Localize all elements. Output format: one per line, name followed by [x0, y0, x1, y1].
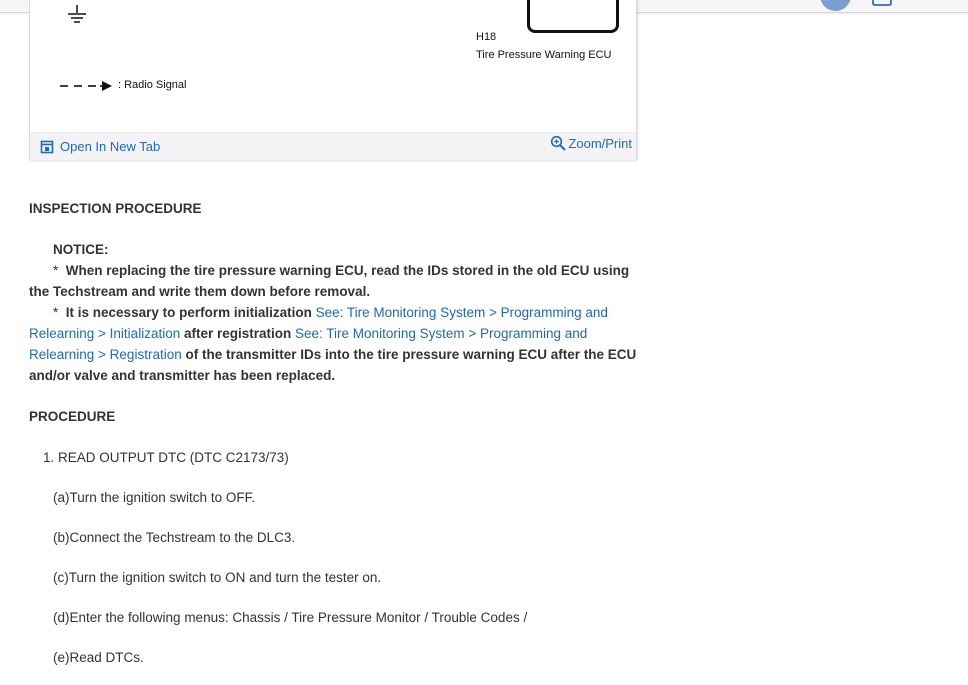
bullet: *	[53, 305, 59, 320]
notice-item-1	[29, 260, 641, 302]
inspection-procedure-heading: INSPECTION PROCEDURE	[29, 201, 202, 216]
wiring-diagram	[30, 0, 636, 132]
registration-link[interactable]: See: Tire Monitoring System > Programming and Relearning > Registration	[29, 326, 588, 362]
legend-radio-signal: : Radio Signal	[118, 79, 187, 91]
open-in-new-tab-link[interactable]	[40, 139, 160, 154]
zoom-print-label: Zoom/Print	[568, 136, 632, 151]
procedure-substep-a: (a)Turn the ignition switch to OFF.	[53, 490, 256, 505]
ground-icon	[66, 5, 88, 25]
procedure-substep-d: (d)Enter the following menus: Chassis / Tire Pressure Monitor / Trouble Codes /	[53, 610, 528, 625]
diagram-toolbar	[30, 132, 636, 160]
open-new-tab-icon	[40, 140, 54, 154]
initialization-link[interactable]: See: Tire Monitoring System > Programming and Relearning > Initialization	[29, 305, 608, 341]
ecu-name: Tire Pressure Warning ECU	[476, 49, 612, 61]
procedure-substep-e: (e)Read DTCs.	[53, 650, 144, 665]
main-content	[29, 198, 641, 668]
procedure-step-1: 1. READ OUTPUT DTC (DTC C2173/73)	[43, 450, 289, 465]
procedure-heading: PROCEDURE	[29, 409, 116, 424]
notice-2-text-a: It is necessary to perform initialization	[65, 305, 312, 320]
dashed-arrow-icon	[60, 80, 114, 92]
procedure-substep-b: (b)Connect the Techstream to the DLC3.	[53, 530, 296, 545]
open-in-new-tab-label: Open In New Tab	[60, 139, 161, 154]
ecu-connector-box	[527, 0, 619, 33]
avatar[interactable]	[820, 0, 851, 11]
zoom-icon	[550, 135, 566, 151]
zoom-print-link[interactable]	[550, 136, 632, 151]
procedure-substep-c: (c)Turn the ignition switch to ON and turn the tester on.	[53, 570, 382, 585]
notice-item-2	[29, 302, 641, 386]
notice-label: NOTICE:	[53, 242, 109, 257]
wiring-diagram-card	[29, 0, 637, 160]
notice-2-text-b: after registration	[183, 326, 292, 341]
connector-code: H18	[476, 31, 497, 43]
notice-1-text: When replacing the tire pressure warning ECU, read the IDs stored in the old ECU using the Techstream and write them down before removal.	[29, 263, 630, 299]
bullet: *	[53, 263, 59, 278]
message-icon[interactable]	[870, 0, 896, 10]
notice-2-text-c: of the transmitter IDs into the tire pressure warning ECU after the ECU and/or valve and transmitter has been replaced.	[29, 347, 637, 383]
